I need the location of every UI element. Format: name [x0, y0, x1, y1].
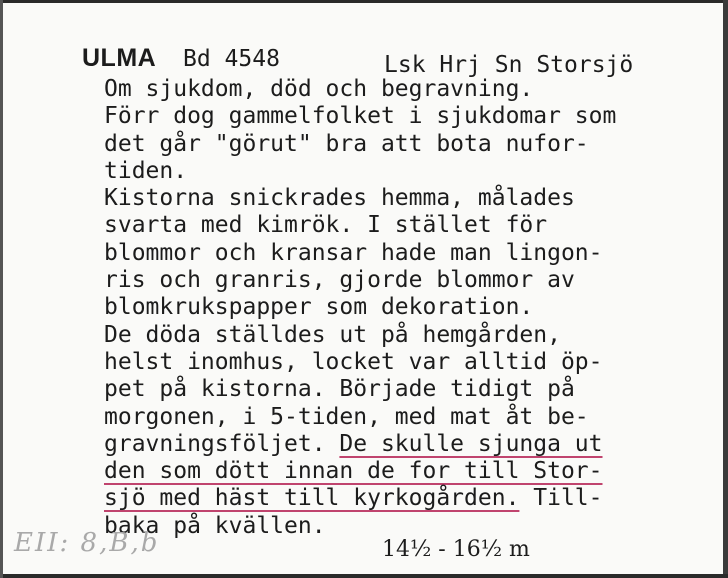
archive-name: ULMA	[82, 44, 157, 72]
body-text-fragment: gravningsföljet.	[104, 430, 340, 457]
body-line: baka på kvällen.	[104, 512, 326, 539]
card-border-left	[0, 0, 3, 578]
body-line: ris och granris, gjorde blommor av	[104, 267, 575, 294]
card-border-bottom	[0, 574, 728, 578]
body-line: De döda ställdes ut på hemgården,	[104, 321, 561, 348]
body-line: svarta med kimrök. I stället för	[104, 212, 548, 239]
card-body	[104, 76, 724, 540]
body-line: morgonen, i 5-tiden, med mat åt be-	[104, 403, 589, 430]
record-code: Bd 4548	[183, 46, 280, 72]
body-line: Förr dog gammelfolket i sjukdomar som	[104, 103, 617, 130]
body-line: tiden.	[104, 157, 188, 184]
classification-stamp: EII: 8,B,b	[14, 528, 160, 558]
place-label: Lsk Hrj Sn Storsjö	[384, 52, 634, 78]
body-line: Om sjukdom, död och begravning.	[104, 76, 534, 102]
body-line: blomkrukspapper som dekoration.	[104, 294, 534, 321]
underlined-text: sjö med häst till kyrkogården.	[104, 485, 520, 512]
underlined-text: De skulle sjunga ut	[339, 430, 603, 457]
body-line: helst inomhus, locket var alltid öp-	[104, 348, 603, 375]
card-border-top	[0, 0, 728, 3]
body-line	[104, 458, 724, 485]
body-text-fragment: Till-	[519, 485, 603, 512]
underlined-text: den som dött innan de for till Stor-	[104, 458, 603, 485]
body-line	[104, 431, 724, 458]
body-line	[104, 485, 724, 512]
body-line: pet på kistorna. Började tidigt på	[104, 376, 575, 403]
body-line: Kistorna snickrades hemma, målades	[104, 185, 575, 212]
measurement-note: 14½ - 16½ m	[382, 537, 530, 562]
body-line: det går "görut" bra att bota nufor-	[104, 130, 589, 157]
body-line: blommor och kransar hade man lingon-	[104, 239, 603, 266]
